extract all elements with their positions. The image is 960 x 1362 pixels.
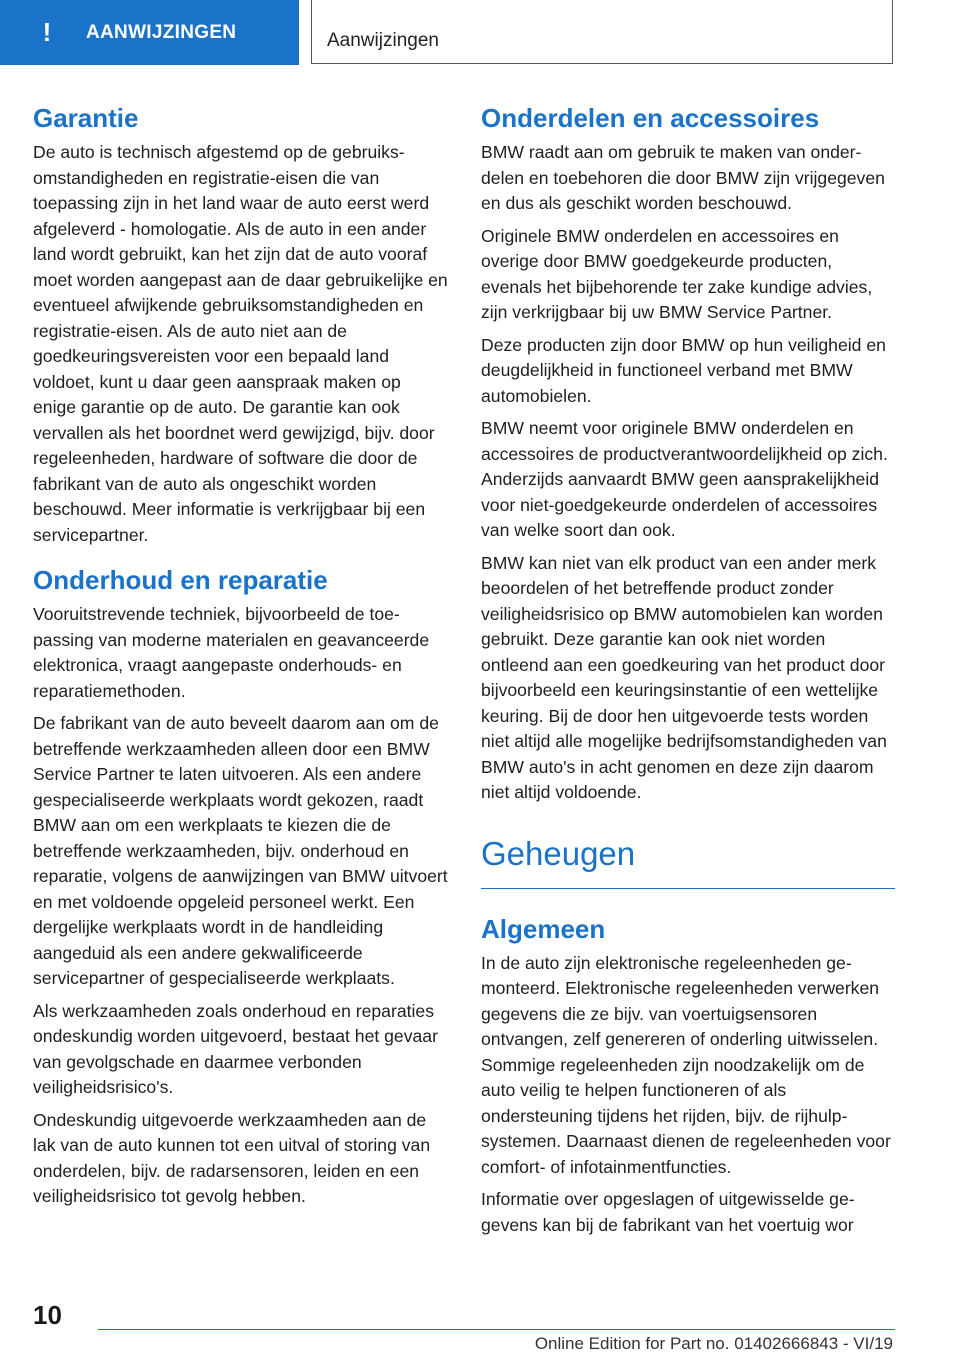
onderdelen-paragraph-2: Originele BMW onderdelen en accessoires en overige door BMW goedgekeurde producten, evenals het bijbehorende ter zake kundige advies, zijn verkrijgbaar bij uw BMW Service Partner.: [481, 225, 873, 322]
right-column: [481, 100, 895, 1245]
onderhoud-paragraph-2: De fabrikant van de auto beveelt daarom aan om de betreffende werkzaamheden alleen door een BMW Service Partner te laten uitvoeren. Als een andere gespecialiseerde werkplaats wordt gekozen, raadt BMW aan om een werkplaats te kiezen die de betreffende werkzaamheden, bijv. onderhoud en reparatie, volgens de aanwijzingen van BMW uitvoert en met voldoende opgeleid personeel werkt. Een dergelijke werkplaats wordt in de handleiding aangeduid als een andere gekwalificeerde servicepartner of gespecialiseerde werkplaats.: [33, 713, 448, 988]
section-title-onderdelen: Onderdelen en accessoires: [481, 103, 820, 133]
onderdelen-paragraph-3: Deze producten zijn door BMW op hun veiligheid en deugdelijkheid in functioneel verband met BMW automobielen.: [481, 334, 886, 406]
section-title-algemeen: Algemeen: [481, 913, 606, 944]
section-title-garantie: Garantie: [33, 103, 139, 133]
garantie-paragraph-1: De auto is technisch afgestemd op de gebruiksomstandigheden en registratie-eisen die van toepassing zijn in het land waar de auto eerst werd afgeleverd - homologatie. Als de auto in een ander land wordt gebruikt, kan het zijn dat de auto vooraf moet worden aangepast aan de daar gebruikelijke en eventueel afwijkende gebruiksomstandigheden en registratie-eisen. Als de auto niet aan de goedkeuringsvereisten voor een bepaald land voldoet, kunt u daar geen aanspraak maken op enige garantie op de auto. De garantie kan ook vervallen als het boordnet werd gewijzigd, bijv. door regeleenheden, hardware of software die door de fabrikant van de auto als ongeschikt worden beschouwd. Meer informatie is verkrijgbaar bij een servicepartner.: [33, 142, 448, 545]
algemeen-paragraph-1: In de auto zijn elektronische regeleenheden gemonteerd. Elektronische regeleenheden verwerken gegevens die ze bijv. van voertuigsensoren ontvangen, zelf genereren of onderling uitwisselen. Sommige regeleenheden zijn noodzakelijk om de auto veilig te helpen functioneren of als ondersteuning tijdens het rijden, bijv. de rijhulpsystemen. Daarnaast dienen de regeleenheden voor comfort- of infotainmentfuncties.: [481, 952, 891, 1177]
footer-divider: [98, 1329, 895, 1330]
onderdelen-paragraph-1: BMW raadt aan om gebruik te maken van onderdelen en toebehoren die door BMW zijn vrijgegeven en dus als geschikt worden beschouwd.: [481, 142, 885, 213]
algemeen-paragraph-2: Informatie over opgeslagen of uitgewisselde gegevens kan bij de fabrikant van het voertuig wor: [481, 1189, 855, 1235]
left-column: [33, 100, 448, 1217]
footer-edition: Online Edition for Part no. 01402666843 - VI/19: [534, 1334, 893, 1353]
section-title-onderhoud: Onderhoud en reparatie: [33, 565, 328, 595]
exclamation-icon: !: [42, 17, 52, 47]
onderhoud-paragraph-1: Vooruitstrevende techniek, bijvoorbeeld de toepassing van moderne materialen en geavanceerde elektronica, vraagt aangepaste onderhouds- en reparatiemethoden.: [33, 604, 430, 701]
onderdelen-paragraph-4: BMW neemt voor originele BMW onderdelen en accessoires de productverantwoordelijkheid op zich. Anderzijds aanvaardt BMW geen aansprakelijkheid voor niet-goedgekeurde onderdelen of accessoires van welke soort dan ook.: [481, 418, 888, 540]
chapter-tab: [0, 0, 299, 65]
chapter-title-geheugen: Geheugen: [481, 830, 895, 889]
breadcrumb: [311, 0, 893, 64]
chapter-tab-label: AANWIJZINGEN: [86, 21, 237, 43]
onderdelen-paragraph-5: BMW kan niet van elk product van een ander merk beoordelen of het betreffende product zonder veiligheidsrisico op BMW automobielen kan worden gebruikt. Deze garantie kan ook niet worden ontleend aan een goedkeuring van het product door bijvoorbeeld een keuringsinstantie of een wettelijke keuring. Bij de door hen uitgevoerde tests worden niet altijd alle mogelijke bedrijfsomstandigheden van BMW auto's in acht genomen en deze zijn daarom niet altijd voldoende.: [481, 552, 887, 802]
onderhoud-paragraph-4: Ondeskundig uitgevoerde werkzaamheden aan de lak van de auto kunnen tot een uitval of storing van onderdelen, bijv. de radarsensoren, leiden en een veiligheidsrisico tot gevolg hebben.: [33, 1109, 431, 1206]
page-number: 10: [33, 1300, 62, 1330]
onderhoud-paragraph-3: Als werkzaamheden zoals onderhoud en reparaties ondeskundig worden uitgevoerd, bestaat het gevaar van gevolgschade en daarmee verbonden veiligheidsrisico's.: [33, 1000, 438, 1097]
breadcrumb-label: Aanwijzingen: [327, 30, 439, 51]
